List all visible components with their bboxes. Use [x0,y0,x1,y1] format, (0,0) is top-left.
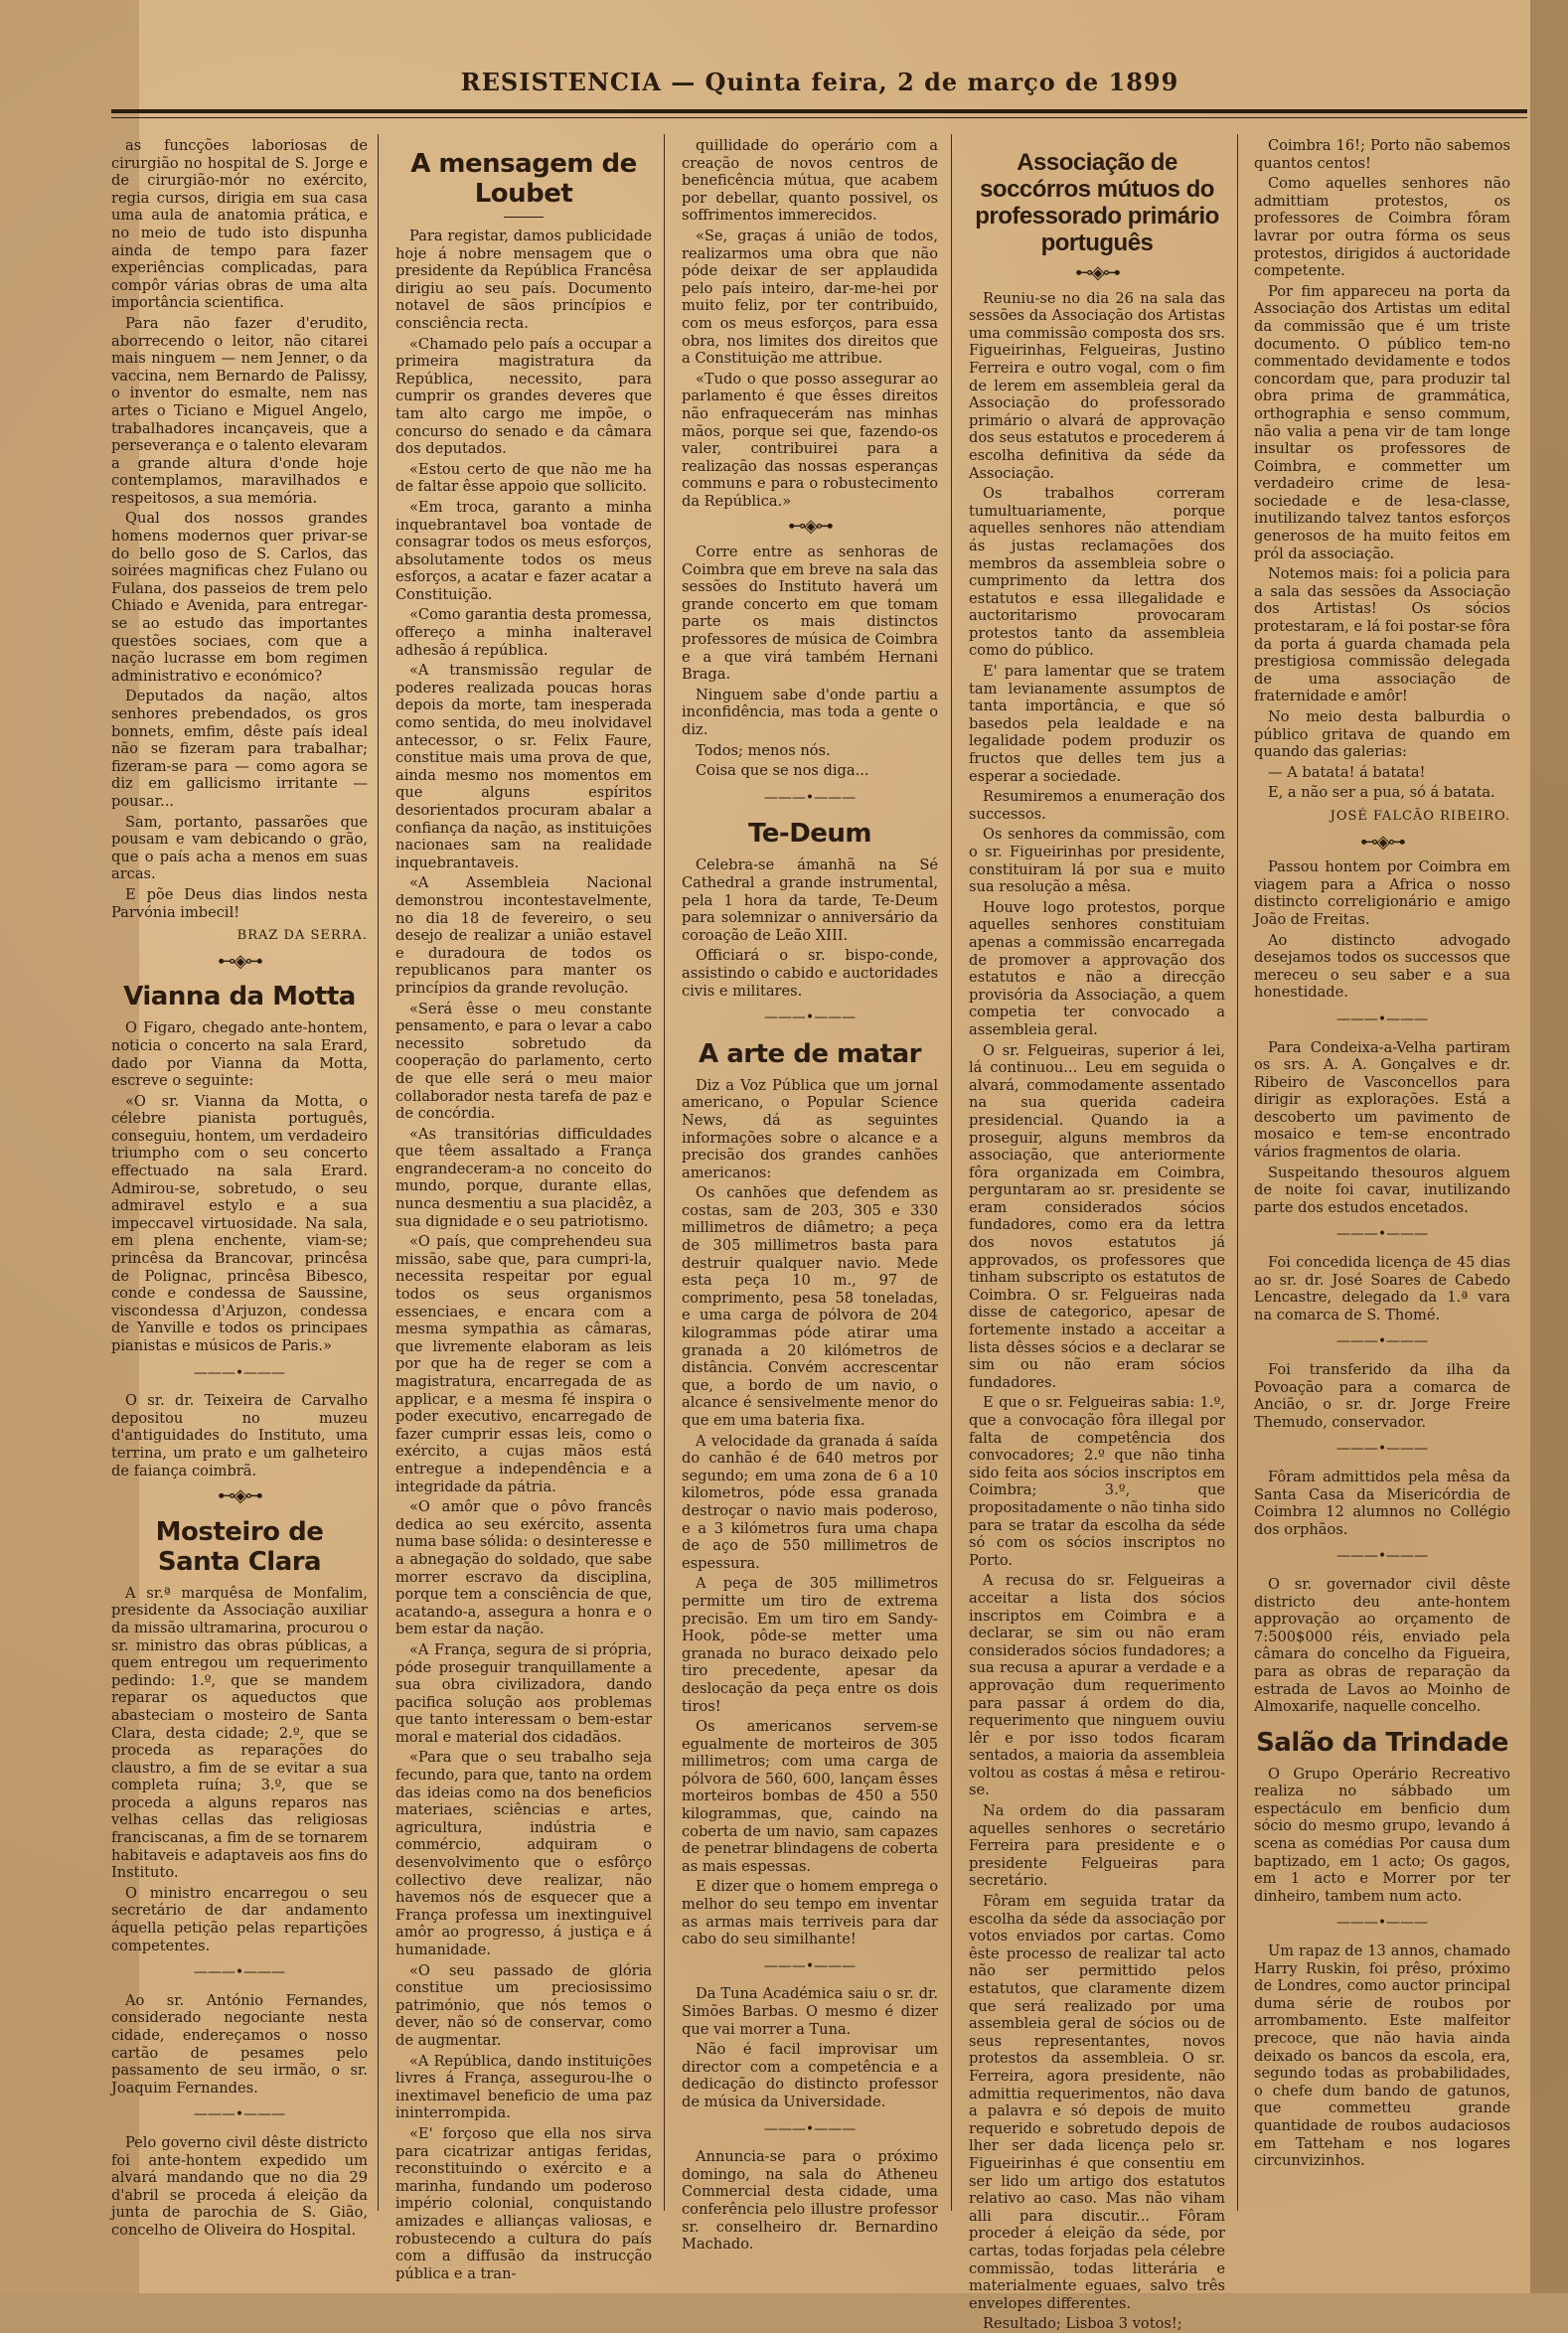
paragraph: A recusa do sr. Felgueiras a acceitar a lista dos sócios inscriptos em Coimbra e a declarar, se sim ou não eram considerados sócios fundadores; a sua recusa a apurar a verdade e a approvação dum requerimento para passar á ordem do dia, requerimento que ninguem ouviu lêr e por isso todos ficaram sentados, a maioria da assembleia voltou as costas á mêsa e retirou-se. [969,1572,1225,1799]
article-heading: A arte de matar [699,1038,921,1069]
paragraph: Resumiremos a enumeração dos successos. [969,788,1225,823]
column-divider [951,134,952,2211]
paragraph: «Tudo o que posso assegurar ao parlamento é que êsses direitos não enfraquecerám nas minhas mãos, porque sei que, fazendo-os valer, contribuirei para a realização das nossas esperanças communs e para o robustecimento da República.» [682,370,938,510]
paragraph: Fôram em seguida tratar da escolha da séde da associação por votos enviados por cartas. Como êste processo de realizar tal acto não ser permittido pelos estatutos, que claramente dizem que será realizado por uma assembleia geral de sócios ou de seus representantes, novos protestos da assembleia. O sr. Ferreira, agora presidente, não admittia requerimentos, não dava a palavra e só depois de muito requerido e sobretudo depois de lher ser dada licença pelo sr. Figueirinhas é que consentiu em ser lido um artigo dos estatutos relativo ao caso. Mas não viham alli para discutir... Fôram proceder á eleição da séde, por cartas, todas forjadas pela célebre commissão, todas litterária e materialmente eguaes, salvo três envelopes differentes. [969,1893,1225,2312]
paragraph: Passou hontem por Coimbra em viagem para a Africa o nosso distincto correligionário e amigo João de Freitas. [1254,858,1510,928]
ornament-divider: ⊷◈⊶ [1360,831,1404,853]
paragraph: O sr. dr. Teixeira de Carvalho depositou no muzeu d'antiguidades do Instituto, uma terrina, um prato e um galheteiro de faiança coimbrã. [111,1392,368,1479]
paragraph: Diz a Voz Pública que um jornal americano, o Popular Science News, dá as seguintes informações sobre o alcance e a precisão dos grandes canhões americanos: [682,1076,938,1181]
paragraph: Os trabalhos correram tumultuariamente, porque aquelles senhores não attendiam ás justas reclamações dos membros da assembleia sobre o cumprimento da lettra dos estatutos e essa illegalidade e auctoritarismo provocaram protestos tanto da assembleia como do público. [969,485,1225,660]
paragraph: Resultado; Lisboa 3 votos!; [983,2315,1182,2333]
paragraph: «As transitórias difficuldades que têem assaltado a França engrandeceram-a no conceito do mundo, porque, durante ellas, nunca desmentiu a sua placidêz, a sua dignidade e o seu patriotismo. [395,1125,652,1230]
paragraph: Houve logo protestos, porque aquelles senhores constituiam apenas a commissão encarregada de promover a approvação dos estatutos e não a direcção provisória da Associação, a quem competia ter convocado a assembleia geral. [969,898,1225,1038]
paragraph: «E' forçoso que ella nos sirva para cicatrizar antigas feridas, reconstituindo o exército e a marinha, fundando um poderoso império colonial, conquistando amizades e allianças valiosas, e robustecendo a cultura do país com a diffusão da instrucção pública e a tran- [395,2124,652,2282]
paragraph: — A batata! á batata! [1268,763,1426,781]
paragraph: No meio desta balburdia o público gritava de quando em quando das galerias: [1254,708,1510,761]
paragraph: Os americanos servem-se egualmente de morteiros de 305 millimetros; com uma carga de pólvora de 560, 600, lançam êsses morteiros bombas de 450 a 550 kilogrammas, que, caindo na coberta de um navio, sam capazes de penetrar blindagens de coberta as mais espessas. [682,1718,938,1875]
paragraph: O Grupo Operário Recreativo realiza no sábbado um espectáculo em benficio dum sócio do mesmo grupo, levando á scena as comédias Por causa dum baptizado, em 1 acto; Os gagos, em 1 acto e Morrer por ter dinheiro, tambem num acto. [1254,1765,1510,1905]
paragraph: Para registar, damos publicidade hoje á nobre mensagem que o presidente da República Francêsa dirigiu ao seu país. Documento notavel de sãos princípios e consciência recta. [395,228,652,332]
paragraph: E' para lamentar que se tratem tam levianamente assumptos de tanta importância, e que só basedos pela lealdade e na legalidade podem produzir os fructos que delles tem jus a esperar a sociedade. [969,663,1225,785]
section-separator: ———•——— [193,2106,286,2123]
section-separator: ———•——— [1335,1441,1429,1458]
section-separator: ———•——— [1335,1915,1429,1932]
section-separator: ———•——— [1335,1548,1429,1565]
article-heading: Vianna da Motta [123,982,356,1012]
paragraph: «Para que o seu trabalho seja fecundo, para que, tanto na ordem das ideias como na dos beneficios materiaes, sciências e artes, agricultura, indústria e commércio, adquiram o desenvolvimento que o esfôrço collectivo deve realizar, não havemos nós de esquecer que a França professa um inextinguivel amôr ao progresso, á justiça e á humanidade. [395,1749,652,1958]
section-separator: ———•——— [763,2120,857,2137]
paragraph: Sam, portanto, passarões que pousam e vam debicando o grão, que o país acha a menos em suas arcas. [111,813,368,883]
paragraph: Suspeitando thesouros alguem de noite foi cavar, inutilizando parte dos estudos encetados. [1254,1164,1510,1216]
paragraph: Celebra-se ámanhã na Sé Cathedral a grande instrumental, pela 1 hora da tarde, Te-Deum para solemnizar o anniversário da coroação de Leão XIII. [682,856,938,944]
paragraph: Todos; menos nós. [696,741,831,759]
paragraph: Annuncia-se para o próximo domingo, na sala do Atheneu Commercial desta cidade, uma conferência pelo illustre professor sr. conselheiro dr. Bernardino Machado. [682,2148,938,2254]
author-signature: JOSÉ FALCÃO RIBEIRO. [1330,808,1510,824]
paragraph: Os canhões que defendem as costas, sam de 203, 305 e 330 millimetros de diâmetro; a peça de 305 millimetros basta para destruir qualquer navio. Mede esta peça 10 m., 97 de comprimento, pesa 58 toneladas, e uma carga de pólvora de 204 kilogrammas póde atirar uma granada a 20 kilómetros de distância. Convém accrescentar que, a bordo de um navio, o alcance é sensivelmente menor do que em uma bateria fixa. [682,1184,938,1429]
ornament-divider: ⊷◈⊶ [218,950,261,972]
paragraph: Coisa que se nos diga... [696,762,869,780]
section-separator: ———•——— [193,1964,286,1981]
column-2 [395,137,652,2282]
paragraph: O sr. Felgueiras, superior á lei, lá continuou... Leu em seguida o alvará, commodamente assentado na sua querida cadeira presidencial. Quando ia a proseguir, alguns membros da associação, que anteriormente fôra organizada em Coimbra, perguntaram ao sr. presidente se eram considerados sócios fundadores, como era da lettra dos novos estatutos já approvados, os professores que tinham subscripto os estatutos de Coimbra. O sr. Felgueiras nada disse de categorico, apesar de fortemente instado a acceitar a lista dêsses sócios e a declarar se sim ou não eram sócios fundadores. [969,1041,1225,1391]
paragraph: Da Tuna Académica saiu o sr. dr. Simões Barbas. O mesmo é dizer que vai morrer a Tuna. [682,1985,938,2038]
paragraph: Como aquelles senhores não admittiam protestos, os professores de Coimbra fôram lavrar por outra fórma os seus protestos, dirigidos á auctoridade competente. [1254,175,1510,280]
paragraph: «A transmissão regular de poderes realizada poucas horas depois da morte, tam inesperada como sentida, do meu inolvidavel antecessor, o sr. Felix Faure, constitue mais uma prova de que, ainda mesmo nos momentos em que alguns espíritos desorientados procuram abalar a confiança da nação, as instituições nacionaes sam na realidade inquebrantaveis. [395,662,652,871]
paragraph: «O seu passado de glória constitue um preciosissimo património, que nós temos o dever, não só de conservar, como de augmentar. [395,1961,652,2049]
article-heading: Te-Deum [747,819,872,850]
paragraph: E dizer que o homem emprega o melhor do seu tempo em inventar as armas mais terriveis para dar cabo do seu similhante! [682,1878,938,1948]
paragraph: E, a não ser a pua, só á batata. [1268,784,1495,802]
paragraph: «O país, que comprehendeu sua missão, sabe que, para cumpri-la, necessita respeitar por egual todos os seus organismos essenciaes, e encara com a mesma sympathia as câmaras, que livremente elaboram as leis por que ha de reger se com a magistratura, encarregada de as applicar, e a mesma fé inspira o poder executivo, encarregado de fazer cumprir essas leis, como o exército, a cujas mãos está entregue a independência e a integridade da pátria. [395,1233,652,1495]
ornament-divider: ⊷◈⊶ [788,516,832,538]
paragraph: E que o sr. Felgueiras sabia: 1.º, que a convocação fôra illegal por falta de competência dos convocadores; 2.º que não tinha sido feita aos sócios inscriptos em Coimbra; 3.º, que propositadamente o não tinha sido para se tratar da escolha da séde só com os sócios inscriptos no Porto. [969,1394,1225,1569]
paragraph: Corre entre as senhoras de Coimbra que em breve na sala das sessões do Instituto haverá um grande concerto em que tomam parte os mais distinctos professores de música de Coimbra e a que virá também Hernani Braga. [682,544,938,684]
paragraph: Foi transferido da ilha da Povoação para a comarca de Ancião, o sr. dr. Jorge Freire Themudo, conservador. [1254,1361,1510,1431]
ornament-divider: ⊷◈⊶ [1075,262,1119,283]
paragraph: O Figaro, chegado ante-hontem, noticia o concerto na sala Erard, dado por Vianna da Motta, escreve o seguinte: [111,1019,368,1090]
section-separator: ———•——— [763,1957,857,1974]
article-heading: Mosteiro de Santa Clara [155,1516,324,1577]
paragraph: «O sr. Vianna da Motta, o célebre pianista português, conseguiu, hontem, um verdadeiro triumpho com o seu concerto effectuado na sala Erard. Admirou-se, sobretudo, o seu admiravel estylo e a sua impeccavel virtuosidade. Na sala, em plena enchente, viam-se; princêsa da Brancovar, princêsa de Polignac, princêsa Bibesco, conde e condessa de Saussine, viscondessa d'Arjuzon, condessa de Yanville e todos os principaes pianistas e músicos de Paris.» [111,1092,368,1354]
paragraph: «Chamado pelo país a occupar a primeira magistratura da República, necessito, para cumprir os grandes deveres que tam alto cargo me impõe, o concurso do senado e da câmara dos deputados. [395,335,652,458]
column-divider [1237,134,1238,2211]
paragraph: quillidade do operário com a creação de novos centros de beneficência mútua, que acabem por debellar, quanto possivel, os soffrimentos immerecidos. [682,137,938,225]
column-4 [969,137,1225,2333]
column-divider [378,134,379,2211]
article-heading: A mensagem de Loubet [410,149,637,209]
short-rule [504,217,544,218]
article-heading: Salão da Trindade [1256,1727,1508,1758]
paragraph: «A Assembleia Nacional demonstrou incontestavelmente, no dia 18 de fevereiro, o seu desejo de realizar a união estavel e duradoura de todos os republicanos para manter os princípios da grande revolução. [395,874,652,997]
paragraph: Coimbra 16!; Porto não sabemos quantos centos! [1254,137,1510,172]
paragraph: Não é facil improvisar um director com a competência e a dedicação do distincto professor de música da Universidade. [682,2041,938,2110]
paragraph: A velocidade da granada á saída do canhão é de 640 metros por segundo; em uma zona de 6 a 10 kilometros, póde essa granada destroçar o navio mais poderoso, e a 3 kilómetros fura uma chapa de aço de 550 millimetros de espessura. [682,1432,938,1572]
paragraph: «Em troca, garanto a minha inquebrantavel boa vontade de consagrar todos os meus esforços, absolutamente todos os meus esforços, a acatar e fazer acatar a Constituição. [395,498,652,603]
column-5 [1254,137,1510,2194]
paragraph: Foi concedida licença de 45 dias ao sr. dr. José Soares de Cabedo Lencastre, delegado da 1.ª vara na comarca de S. Thomé. [1254,1254,1510,1323]
paragraph: Reuniu-se no dia 26 na sala das sessões da Associação dos Artistas uma commissão composta dos srs. Figueirinhas, Felgueiras, Justino Ferreira e outro vogal, com o fim de lerem em assembleia geral da Associação do professorado primário o alvará de approvação dos seus estatutos e procederem á escolha definitiva da séde da Associação. [969,289,1225,482]
paragraph: Os senhores da commissão, com o sr. Figueirinhas por presidente, constituiram lá por sua e muito sua resolução a mêsa. [969,826,1225,896]
paragraph: Para Condeixa-a-Velha partiram os srs. A. A. Gonçalves e dr. Ribeiro de Vasconcellos para dirigir as explorações. Está a descoberto um pavimento de mosaico e tem-se encontrado vários fragmentos de olaria. [1254,1038,1510,1162]
article-heading: Associação de soccórros mútuos do professorado primário português [975,149,1219,256]
paragraph: Qual dos nossos grandes homens modernos quer privar-se do bello goso de S. Carlos, das soirées magnificas chez Fulano ou Fulana, dos passeios de trem pelo Chiado e Avenida, para entregar-se ao estudo das importantes questões sociaes, com que a nação lucrasse em bom regimen administrativo e económico? [111,510,368,685]
masthead: RESISTENCIA — Quinta feira, 2 de março de 1899 [460,68,1179,96]
paragraph: E põe Deus dias lindos nesta Parvónia imbecil! [111,885,368,921]
paragraph: Deputados da nação, altos senhores prebendados, os gros bonnets, emfim, dêste país ideal não se fizeram para trabalhar; fizeram-se para — como agora se diz em gallicismo irritante — pousar... [111,688,368,810]
paragraph: «Se, graças á união de todos, realizarmos uma obra que não póde deixar de ser applaudida pelo país inteiro, dar-me-hei por muito feliz, por ter contribuido, com os meus esforços, para essa obra, nos limites dos direitos que a Constituição me attribue. [682,227,938,368]
paragraph: «A França, segura de si própria, póde proseguir tranquillamente a sua obra civilizadora, dando pacifica solução aos problemas que tanto interessam o bem-estar moral e material dos cidadãos. [395,1640,652,1746]
paragraph: «A República, dando instituições livres á França, assegurou-lhe o inextimavel beneficio de uma paz ininterrompida. [395,2052,652,2122]
column-3 [682,137,938,2254]
paragraph: O ministro encarregou o seu secretário de dar andamento áquella petição pelas repartições competentes. [111,1884,368,1954]
paragraph: «Estou certo de que não me ha de faltar êsse appoio que sollicito. [395,460,652,496]
paragraph: as funcções laboriosas de cirurgião no hospital de S. Jorge e de cirurgião-mór no exército, regia cursos, dirigia em sua casa uma aula de anatomia prática, e no meio de tudo isto dispunha ainda de tempo para fazer experiências complicadas, para compôr várias obras de uma alta importância scientifica. [111,137,368,312]
paragraph: «Será êsse o meu constante pensamento, e para o levar a cabo necessito sobretudo da cooperação do parlamento, certo de que elle será o meu maior collaborador nesta tarefa de paz e de concórdia. [395,1000,652,1123]
right-edge-stain [1530,0,1568,2293]
author-signature: BRAZ DA SERRA. [236,928,368,944]
paragraph: A sr.ª marquêsa de Monfalim, presidente da Associação auxiliar da missão ultramarina, procurou o sr. ministro das obras públicas, a quem entregou um requerimento pedindo: 1.º, que se mandem reparar os aqueductos que abasteciam o mosteiro de Santa Clara, desta cidade; 2.º, que se proceda as reparações do claustro, a fim de se evitar a sua completa ruína; 3.º, que se proceda a alguns reparos nas velhas cellas das religiosas franciscanas, a fim de se tornarem habitaveis e adaptaveis aos fins do Instituto. [111,1584,368,1882]
paragraph: Por fim appareceu na porta da Associação dos Artistas um edital da commissão que é um triste documento. O público tem-no commentado devidamente e todos concordam que, para produzir tal obra prima de grammática, orthographia e senso commum, não valia a pena vir de tam longe insultar os professores de Coimbra, e commetter um verdadeiro crime de lesa-sociedade e de lesa-classe, inutilizando talvez tantos esforços generosos de ha muito feitos em pról da associação. [1254,282,1510,562]
paragraph: Ao sr. António Fernandes, considerado negociante nesta cidade, endereçamos o nosso cartão de pesames pelo passamento de seu irmão, o sr. Joaquim Fernandes. [111,1991,368,2097]
paragraph: Um rapaz de 13 annos, chamado Harry Ruskin, foi prêso, próximo de Londres, como auctor principal duma série de roubos por arrombamento. Este malfeitor precoce, que não havia ainda deixado os bancos da escola, era, segundo todas as probabilidades, o chefe dum bando de gatunos, que commetteu grande quantidade de roubos audaciosos em Tatteham e nos logares circunvizinhos. [1254,1943,1510,2170]
column-divider [664,134,665,2211]
section-separator: ———•——— [193,1364,286,1381]
section-separator: ———•——— [1335,1011,1429,1027]
paragraph: Notemos mais: foi a policia para a sala das sessões da Associação dos Artistas! Os sócios protestaram, e lá foi postar-se fôra da porta á guarda chamada pela prestigiosa commissão delegada de uma associação de fraternidade e amôr! [1254,565,1510,705]
paragraph: Ao distincto advogado desejamos todos os successos que mereceu o seu saber e a sua honestidade. [1254,931,1510,1002]
paragraph: Fôram admittidos pela mêsa da Santa Casa da Misericórdia de Coimbra 12 alumnos no Collégio dos orphãos. [1254,1468,1510,1538]
column-1 [111,137,368,2239]
paragraph: A peça de 305 millimetros permitte um tiro de extrema precisão. Em um tiro em Sandy-Hook, pôde-se metter uma granada no buraco deixado pelo tiro precedente, apesar da deslocação da peça entre os dois tiros! [682,1575,938,1715]
paragraph: Para não fazer d'erudito, aborrecendo o leitor, não citarei mais ninguem — nem Jenner, o da vaccina, nem Bernardo de Palissy, o inventor do esmalte, nem nas artes o Ticiano e Miguel Angelo, trabalhadores incançaveis, que a perseverança e o talento elevaram a grande altura d'onde hoje contemplamos, maravilhados e respeitosos, a sua memória. [111,314,368,507]
section-separator: ———•——— [1335,1333,1429,1350]
paragraph: Officiará o sr. bispo-conde, assistindo o cabido e auctoridades civis e militares. [682,947,938,1000]
section-separator: ———•——— [763,789,857,806]
paragraph: O sr. governador civil dêste districto deu ante-hontem approvação ao orçamento de 7:500$000 réis, enviado pela câmara do concelho da Figueira, para as obras de reparação da estrada de Lavos ao Moinho de Almoxarife, naquelle concelho. [1254,1575,1510,1716]
ornament-divider: ⊷◈⊶ [218,1485,261,1507]
section-separator: ———•——— [1335,1226,1429,1243]
masthead-rule-thick [111,109,1527,113]
paragraph: «O amôr que o pôvo francês dedica ao seu exército, assenta numa base sólida: o desinteresse e a abnegação do soldado, que sabe morrer escravo da disciplina, porque tem a consciência de que, acatando-a, assegura a honra e o bem estar da nação. [395,1498,652,1638]
masthead-rule-thin [111,117,1527,118]
paragraph: Ninguem sabe d'onde partiu a inconfidência, mas toda a gente o diz. [682,686,938,738]
section-separator: ———•——— [763,1010,857,1026]
paragraph: Pelo governo civil dêste districto foi ante-hontem expedido um alvará mandando que no dia 29 d'abril se proceda á eleição da junta de parochia de S. Gião, concelho de Oliveira do Hospital. [111,2133,368,2239]
paragraph: Na ordem do dia passaram aquelles senhores o secretário Ferreira para presidente e o presidente Felgueiras para secretário. [969,1802,1225,1890]
paragraph: «Como garantia desta promessa, offereço a minha inalteravel adhesão á república. [395,606,652,659]
